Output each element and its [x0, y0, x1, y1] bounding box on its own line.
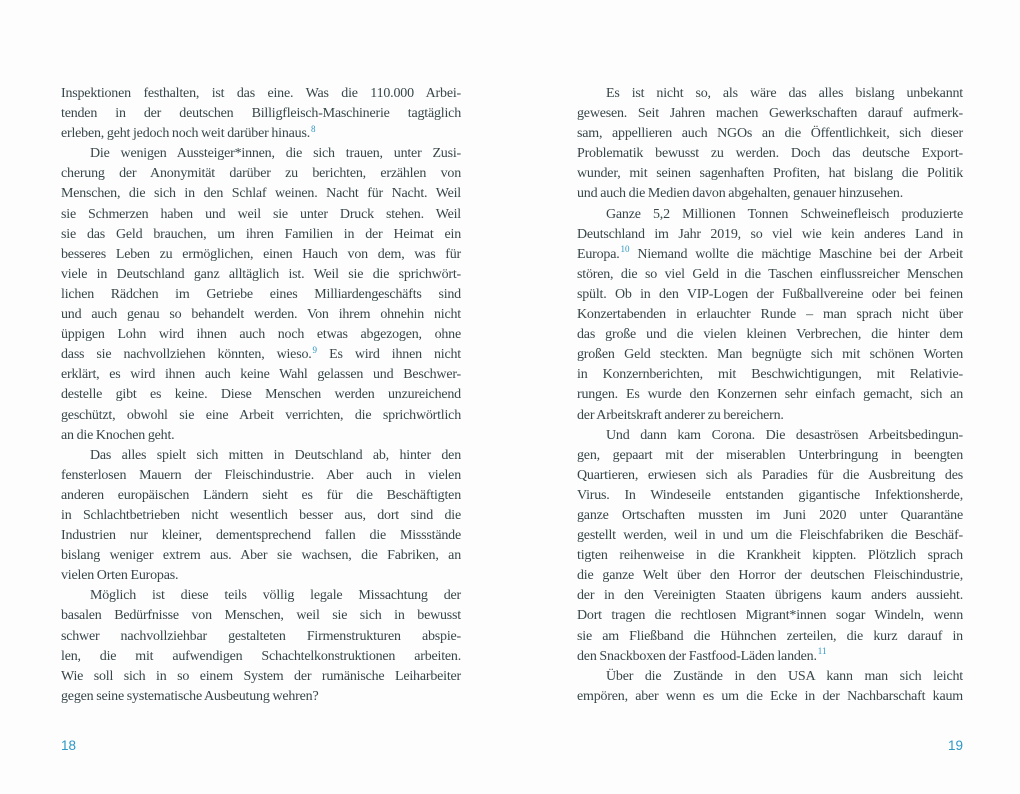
- text-line: Dort tragen die rechtlosen Migrant*innen sogar Windeln, wenn: [577, 608, 963, 624]
- text-line: Industrien nur kleiner, dementsprechend fallen die Missstände: [61, 528, 461, 544]
- text-line: gegen seine systematische Ausbeutung wehren?: [61, 688, 319, 704]
- text-line: Ganze 5,2 Millionen Tonnen Schweinefleisch produzierte: [606, 206, 963, 222]
- text-line: gen, gepaart mit der miserablen Unterbringung in beengten: [577, 447, 963, 463]
- footnote-marker: 8: [311, 123, 316, 134]
- text-line: sie am Fließband die Hühnchen zerteilen, die kurz darauf in: [577, 628, 963, 644]
- text-line: tigten reihenweise in die Krankheit kippten. Plötzlich sprach: [577, 548, 963, 564]
- text-line: Es ist nicht so, als wäre das alles bislang unbekannt: [606, 86, 963, 101]
- text-line: Problematik bewusst zu werden. Doch das deutsche Export-: [577, 146, 963, 162]
- text-line: anderen europäischen Ländern sieht es für die Beschäftigten: [61, 487, 461, 503]
- text-line: Wie soll sich in so einem System der rumänische Leiharbeiter: [61, 668, 461, 684]
- footnote-marker: 9: [312, 344, 318, 355]
- text-line: Und dann kam Corona. Die desaströsen Arbeitsbedingun-: [606, 427, 963, 443]
- text-line: die ganze Welt über den Horror der deutschen Fleischindustrie,: [577, 568, 963, 584]
- text-line: üppigen Lohn wird ihnen auch noch etwas abgezogen, ohne: [61, 327, 461, 343]
- text-line: viele in Deutschland ganz alltäglich ist. Weil sie die sprichwört-: [61, 266, 461, 282]
- text-line: Menschen, die sich in den Schlaf weinen. Nacht für Nacht. Weil: [61, 186, 461, 202]
- text-line: gewesen. Seit Jahren machen Gewerkschaften darauf aufmerk-: [577, 106, 963, 122]
- page-text-left: [61, 84, 461, 707]
- text-line: das große und die vielen kleinen Verbrechen, die hinter dem: [577, 327, 963, 343]
- text-line: Konzertabenden in erlauchter Runde – man sprach nicht über: [577, 307, 963, 323]
- text-line: stören, die so viel Geld in die Taschen einflussreicher Menschen: [577, 266, 963, 282]
- text-line: in Schlachtbetrieben nicht wesentlich besser aus, dort sind die: [61, 507, 461, 523]
- text-line: Quartieren, erwiesen sich als Paradies für die Ausbreitung des: [577, 467, 963, 483]
- text-line: ganze Ortschaften mussten im Juni 2020 unter Quarantäne: [577, 507, 963, 523]
- text-line: den Snackboxen der Fastfood-Läden landen.$^{11}$: [577, 646, 827, 664]
- text-line: fensterlosen Mauern der Fleischindustrie. Aber auch in vielen: [61, 467, 461, 483]
- text-line: Das alles spielt sich mitten in Deutschland ab, hinter den: [90, 447, 461, 463]
- text-line: der Arbeitskraft anderer zu bereichern.: [577, 407, 784, 423]
- text-line: Deutschland im Jahr 2019, so viel wie kein anderes Land in: [577, 226, 963, 242]
- text-line: rungen. Es wurde den Konzernen sehr einfach gemacht, sich an: [577, 387, 963, 403]
- text-line: lichen Rädchen im Getriebe eines Milliardengeschäfts sind: [61, 286, 461, 302]
- text-line: der in den Vereinigten Staaten übrigens kaum anders aussieht.: [577, 588, 963, 604]
- text-line: basalen Bedürfnisse von Menschen, weil sie sich in bewusst: [61, 608, 461, 624]
- text-line: Virus. In Windeseile entstanden gigantische Infektionsherde,: [577, 487, 963, 503]
- text-line: destelle gibt es keine. Diese Menschen werden unzureichend: [61, 387, 461, 403]
- text-line: sam, appellieren auch NGOs an die Öffentlichkeit, sich dieser: [577, 126, 963, 142]
- text-line: und auch die Medien davon abgehalten, genauer hinzusehen.: [577, 186, 904, 202]
- text-line: schwer nachvollziehbar gestalteten Firmenstrukturen abspie-: [61, 628, 461, 644]
- page-text-right: [577, 84, 963, 707]
- text-line: großen Geld steckten. Man begnügte sich mit schönen Worten: [577, 347, 963, 363]
- text-line: besseres Leben zu ermöglichen, einen Hauch von dem, was für: [61, 246, 461, 262]
- text-line: vielen Orten Europas.: [61, 568, 179, 584]
- text-line: spült. Ob in den VIP-Logen der Fußballvereine oder bei feinen: [577, 286, 963, 302]
- text-line: erleben, geht jedoch noch weit darüber hinaus.$^8$: [61, 123, 316, 142]
- text-line: erklärt, es wird ihnen auch keine Wahl gelassen und Beschwer-: [61, 367, 461, 383]
- page-number-right: 19: [947, 738, 963, 753]
- text-line: empören, aber wenn es um die Ecke in der Nachbarschaft kaum: [577, 688, 963, 704]
- text-line: sie Schmerzen haben und weil sie unter Druck stehen. Weil: [61, 206, 461, 222]
- text-line: Inspektionen festhalten, ist das eine. Was die 110.000 Arbei-: [61, 86, 461, 101]
- text-line: in Konzernberichten, mit Beschwichtigungen, mit Relativie-: [577, 367, 963, 383]
- footnote-marker: 11: [817, 646, 827, 657]
- text-line: Europa.$^{10}$ Niemand wollte die mächtige Maschine bei der Arbeit: [577, 244, 963, 262]
- text-line: cherung der Anonymität darüber zu berichten, erzählen von: [61, 166, 461, 182]
- text-line: gestellt werden, weil in und um die Fleischfabriken die Beschäf-: [577, 528, 963, 544]
- text-line: Möglich ist diese teils völlig legale Missachtung der: [90, 588, 461, 604]
- text-line: Über die Zustände in den USA kann man sich leicht: [606, 668, 963, 684]
- text-line: tenden in der deutschen Billigfleisch-Maschinerie tagtäglich: [61, 106, 461, 122]
- footnote-marker: 10: [620, 244, 630, 255]
- text-line: und auch genau so behandelt werden. Von ihrem ohnehin nicht: [61, 307, 461, 323]
- text-line: sie das Geld brauchen, um ihren Familien in der Heimat ein: [61, 226, 461, 242]
- text-line: geschützt, obwohl sie eine Arbeit verrichten, die sprichwörtlich: [61, 407, 461, 423]
- text-line: an die Knochen geht.: [61, 427, 175, 443]
- text-line: dass sie nachvollziehen könnten, wieso.$^9$ Es wird ihnen nicht: [61, 344, 461, 363]
- text-line: len, die mit aufwendigen Schachtelkonstruktionen arbeiten.: [61, 648, 461, 664]
- text-line: Die wenigen Aussteiger*innen, die sich trauen, unter Zusi-: [90, 146, 461, 162]
- text-line: bislang weniger extrem aus. Aber sie wachsen, die Fabriken, an: [61, 548, 461, 564]
- text-line: wunder, mit seinen sagenhaften Profiten, hat bislang die Politik: [577, 166, 963, 182]
- page-number-left: 18: [61, 738, 77, 753]
